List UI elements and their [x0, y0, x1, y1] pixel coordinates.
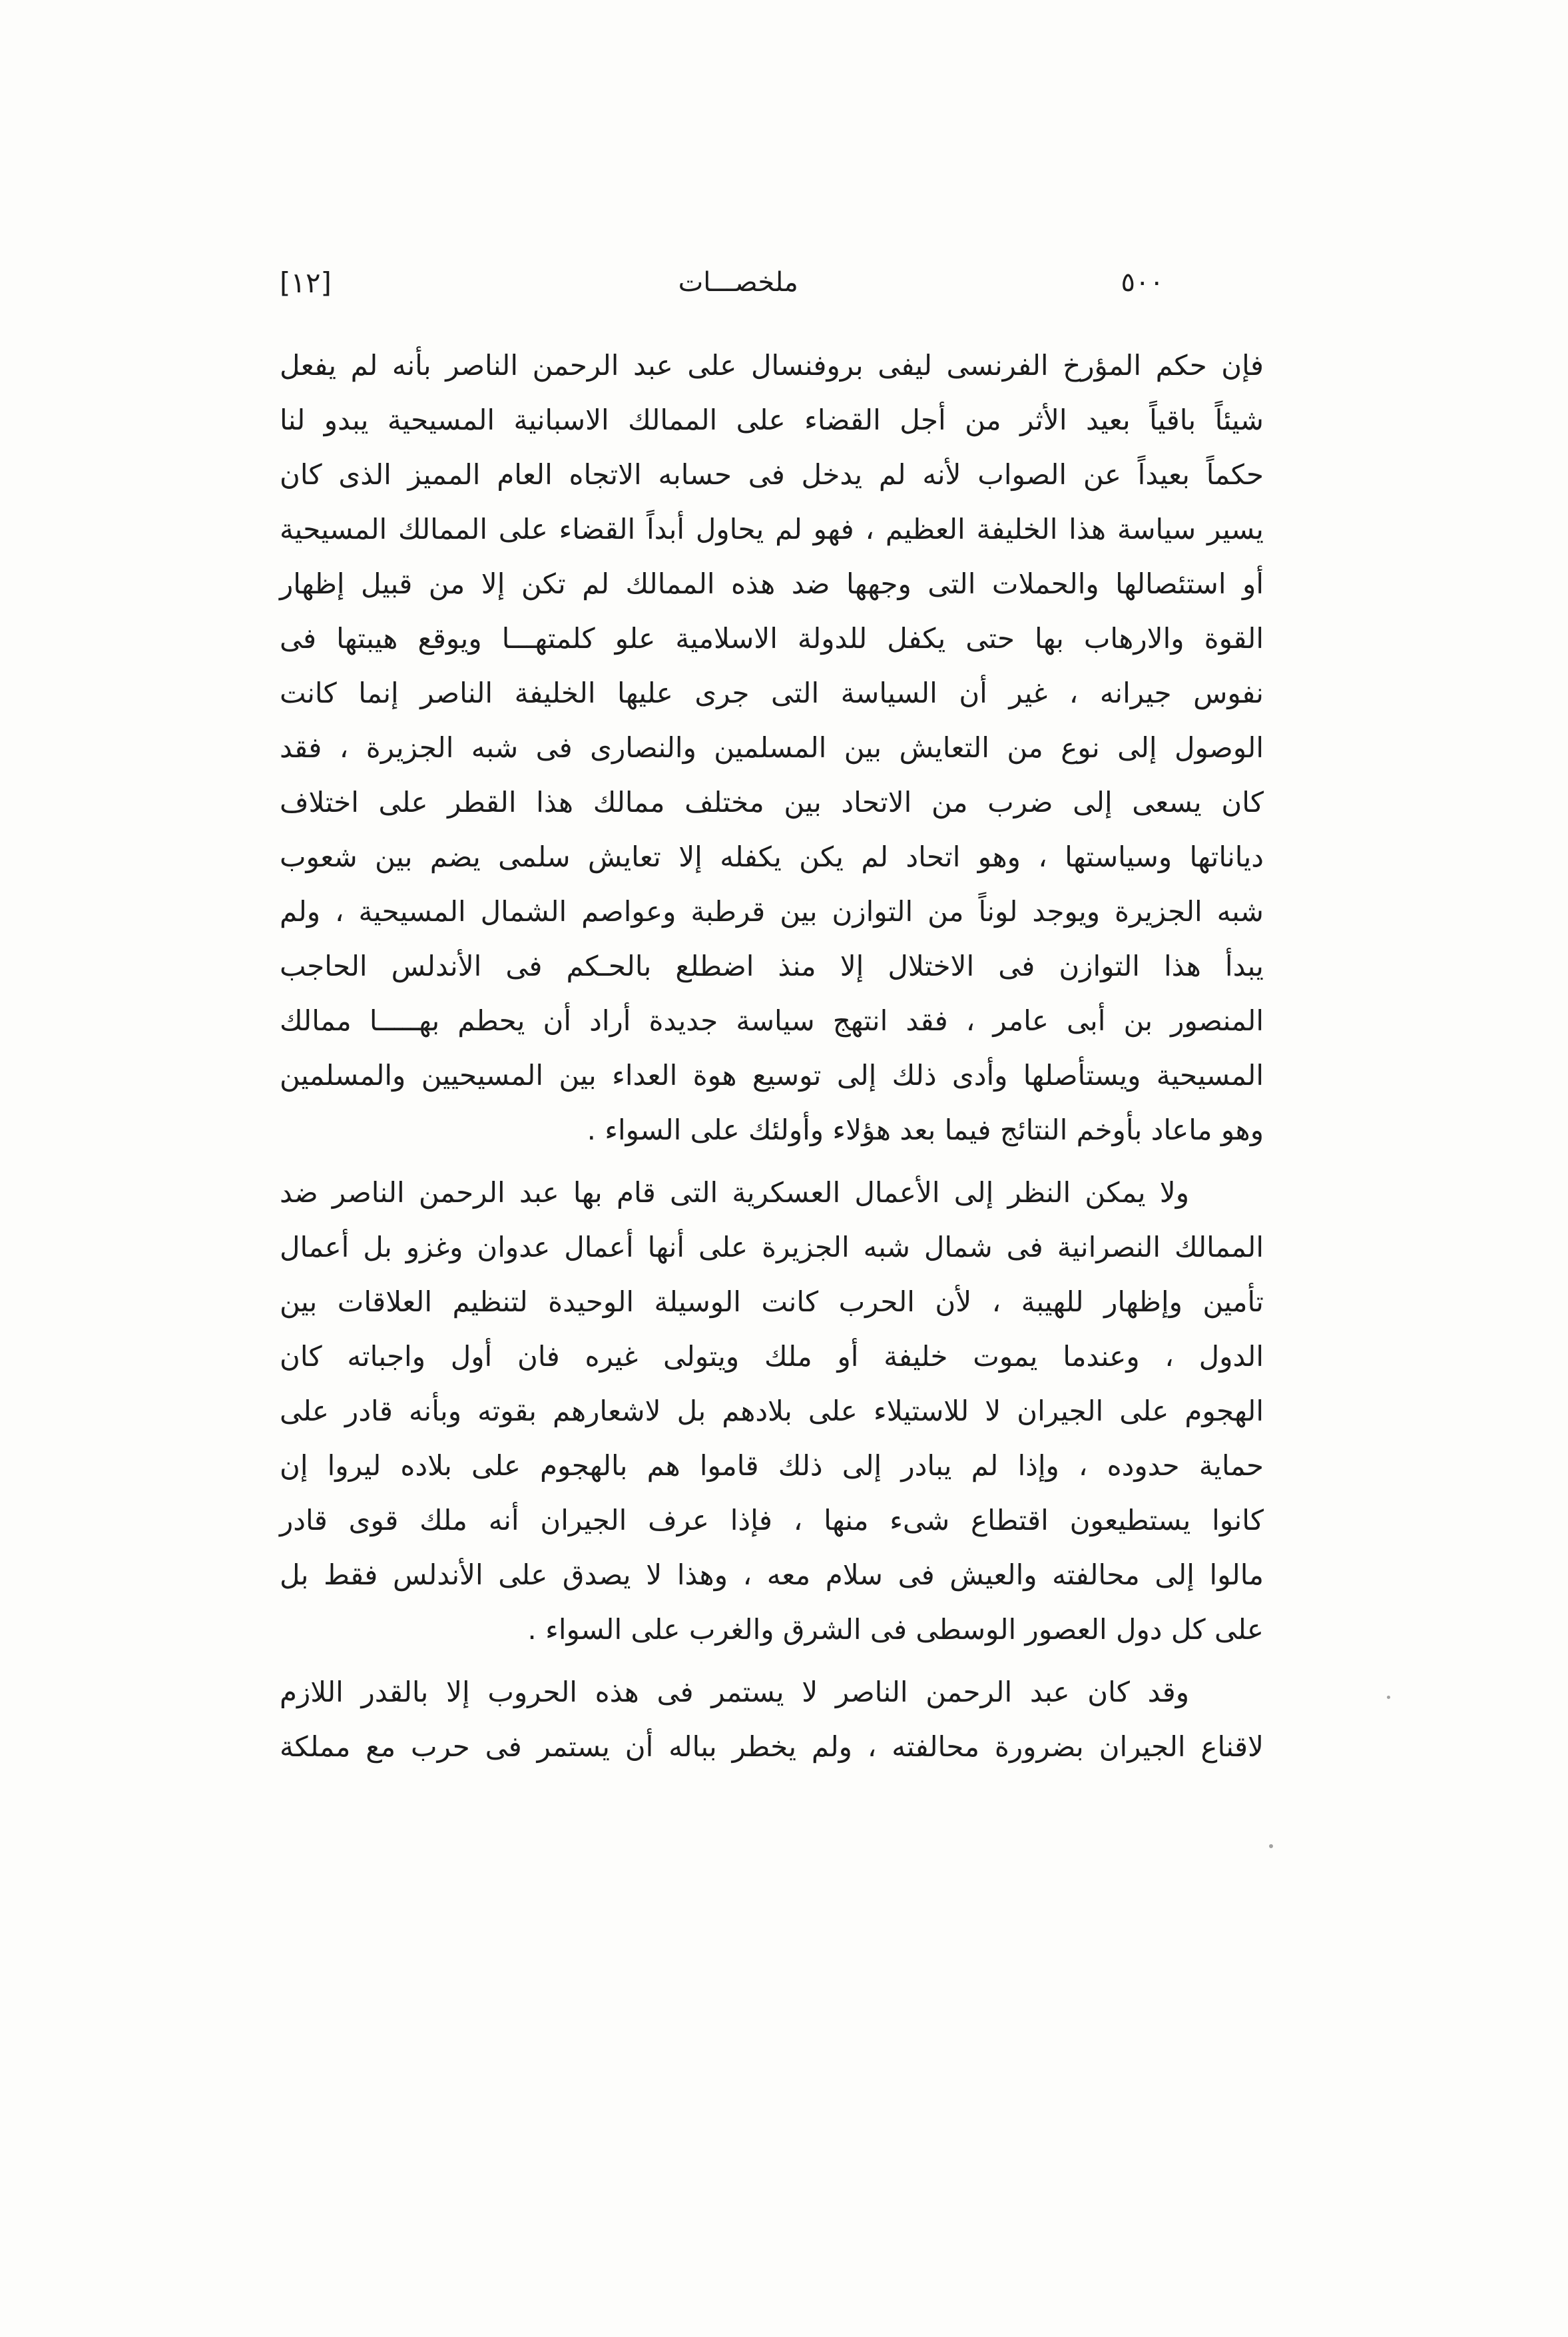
- text-line: شيئاً باقياً بعيد الأثر من أجل القضاء على الممالك الاسبانية المسيحية يبدو لنا: [280, 404, 1264, 436]
- text-line: لاقناع الجيران بضرورة محالفته ، ولم يخطر بباله أن يستمر فى حرب مع مملكة: [280, 1730, 1264, 1763]
- text-line: الدول ، وعندما يموت خليفة أو ملك ويتولى غيره فان أول واجباته كان: [280, 1340, 1264, 1373]
- text-line: مالوا إلى محالفته والعيش فى سلام معه ، وهذا لا يصدق على الأندلس فقط بل: [280, 1558, 1264, 1591]
- text-line: الوصول إلى نوع من التعايش بين المسلمين والنصارى فى شبه الجزيرة ، فقد: [280, 731, 1264, 764]
- text-line: القوة والارهاب بها حتى يكفل للدولة الاسلامية علو كلمتهـــا ويوقع هيبتها فى: [280, 622, 1264, 655]
- text-block: [280, 338, 1264, 1774]
- text-line: فإن حكم المؤرخ الفرنسى ليفى بروفنسال على عبد الرحمن الناصر بأنه لم يفعل: [280, 349, 1264, 382]
- text-line: شبه الجزيرة ويوجد لوناً من التوازن بين قرطبة وعواصم الشمال المسيحية ، ولم: [280, 895, 1264, 928]
- running-header: [280, 258, 1264, 306]
- paragraph: [280, 338, 1264, 1158]
- text-line: تأمين وإظهار للهيبة ، لأن الحرب كانت الوسيلة الوحيدة لتنظيم العلاقات بين: [280, 1285, 1264, 1318]
- text-line: يبدأ هذا التوازن فى الاختلال إلا منذ اضطلع بالحـكم فى الأندلس الحاجب: [280, 950, 1264, 982]
- text-line: الهجوم على الجيران لا للاستيلاء على بلادهم بل لاشعارهم بقوته وبأنه قادر على: [280, 1395, 1264, 1427]
- text-line: حماية حدوده ، وإذا لم يبادر إلى ذلك قاموا هم بالهجوم على بلاده ليروا إن: [280, 1449, 1264, 1482]
- text-line: الممالك النصرانية فى شمال شبه الجزيرة على أنها أعمال عدوان وغزو بل أعمال: [280, 1231, 1264, 1263]
- text-line: وقد كان عبد الرحمن الناصر لا يستمر فى هذه الحروب إلا بالقدر اللازم: [280, 1676, 1189, 1708]
- book-page: [280, 258, 1264, 1782]
- scan-speck: [1269, 1844, 1273, 1848]
- paragraph: [280, 1166, 1264, 1657]
- text-line: على كل دول العصور الوسطى فى الشرق والغرب على السواء .: [527, 1613, 1264, 1646]
- text-line: المنصور بن أبى عامر ، فقد انتهج سياسة جديدة أراد أن يحطم بهـــــا ممالك: [280, 1004, 1264, 1037]
- text-line: نفوس جيرانه ، غير أن السياسة التى جرى عليها الخليفة الناصر إنما كانت: [280, 677, 1264, 709]
- text-line: ولا يمكن النظر إلى الأعمال العسكرية التى قام بها عبد الرحمن الناصر ضد: [280, 1176, 1189, 1209]
- page-number: ٥٠٠: [1121, 267, 1164, 298]
- paragraph: [280, 1665, 1264, 1774]
- running-title: ملخصـــات: [678, 267, 798, 298]
- text-line: حكماً بعيداً عن الصواب لأنه لم يدخل فى حسابه الاتجاه العام المميز الذى كان: [280, 458, 1264, 491]
- text-line: كانوا يستطيعون اقتطاع شىء منها ، فإذا عرف الجيران أنه ملك قوى قادر: [280, 1504, 1264, 1536]
- text-line: دياناتها وسياستها ، وهو اتحاد لم يكن يكفله إلا تعايش سلمى يضم بين شعوب: [280, 840, 1264, 873]
- text-line: وهو ماعاد بأوخم النتائج فيما بعد هؤلاء وأولئك على السواء .: [587, 1114, 1264, 1146]
- text-line: يسير سياسة هذا الخليفة العظيم ، فهو لم يحاول أبداً القضاء على الممالك المسيحية: [280, 513, 1264, 545]
- scan-speck: [1387, 1696, 1390, 1699]
- text-line: أو استئصالها والحملات التى وجهها ضد هذه الممالك لم تكن إلا من قبيل إظهار: [280, 567, 1264, 600]
- text-line: كان يسعى إلى ضرب من الاتحاد بين مختلف ممالك هذا القطر على اختلاف: [280, 786, 1264, 819]
- text-line: المسيحية ويستأصلها وأدى ذلك إلى توسيع هوة العداء بين المسيحيين والمسلمين: [280, 1059, 1264, 1092]
- bracket-folio-number: [١٢]: [280, 266, 332, 299]
